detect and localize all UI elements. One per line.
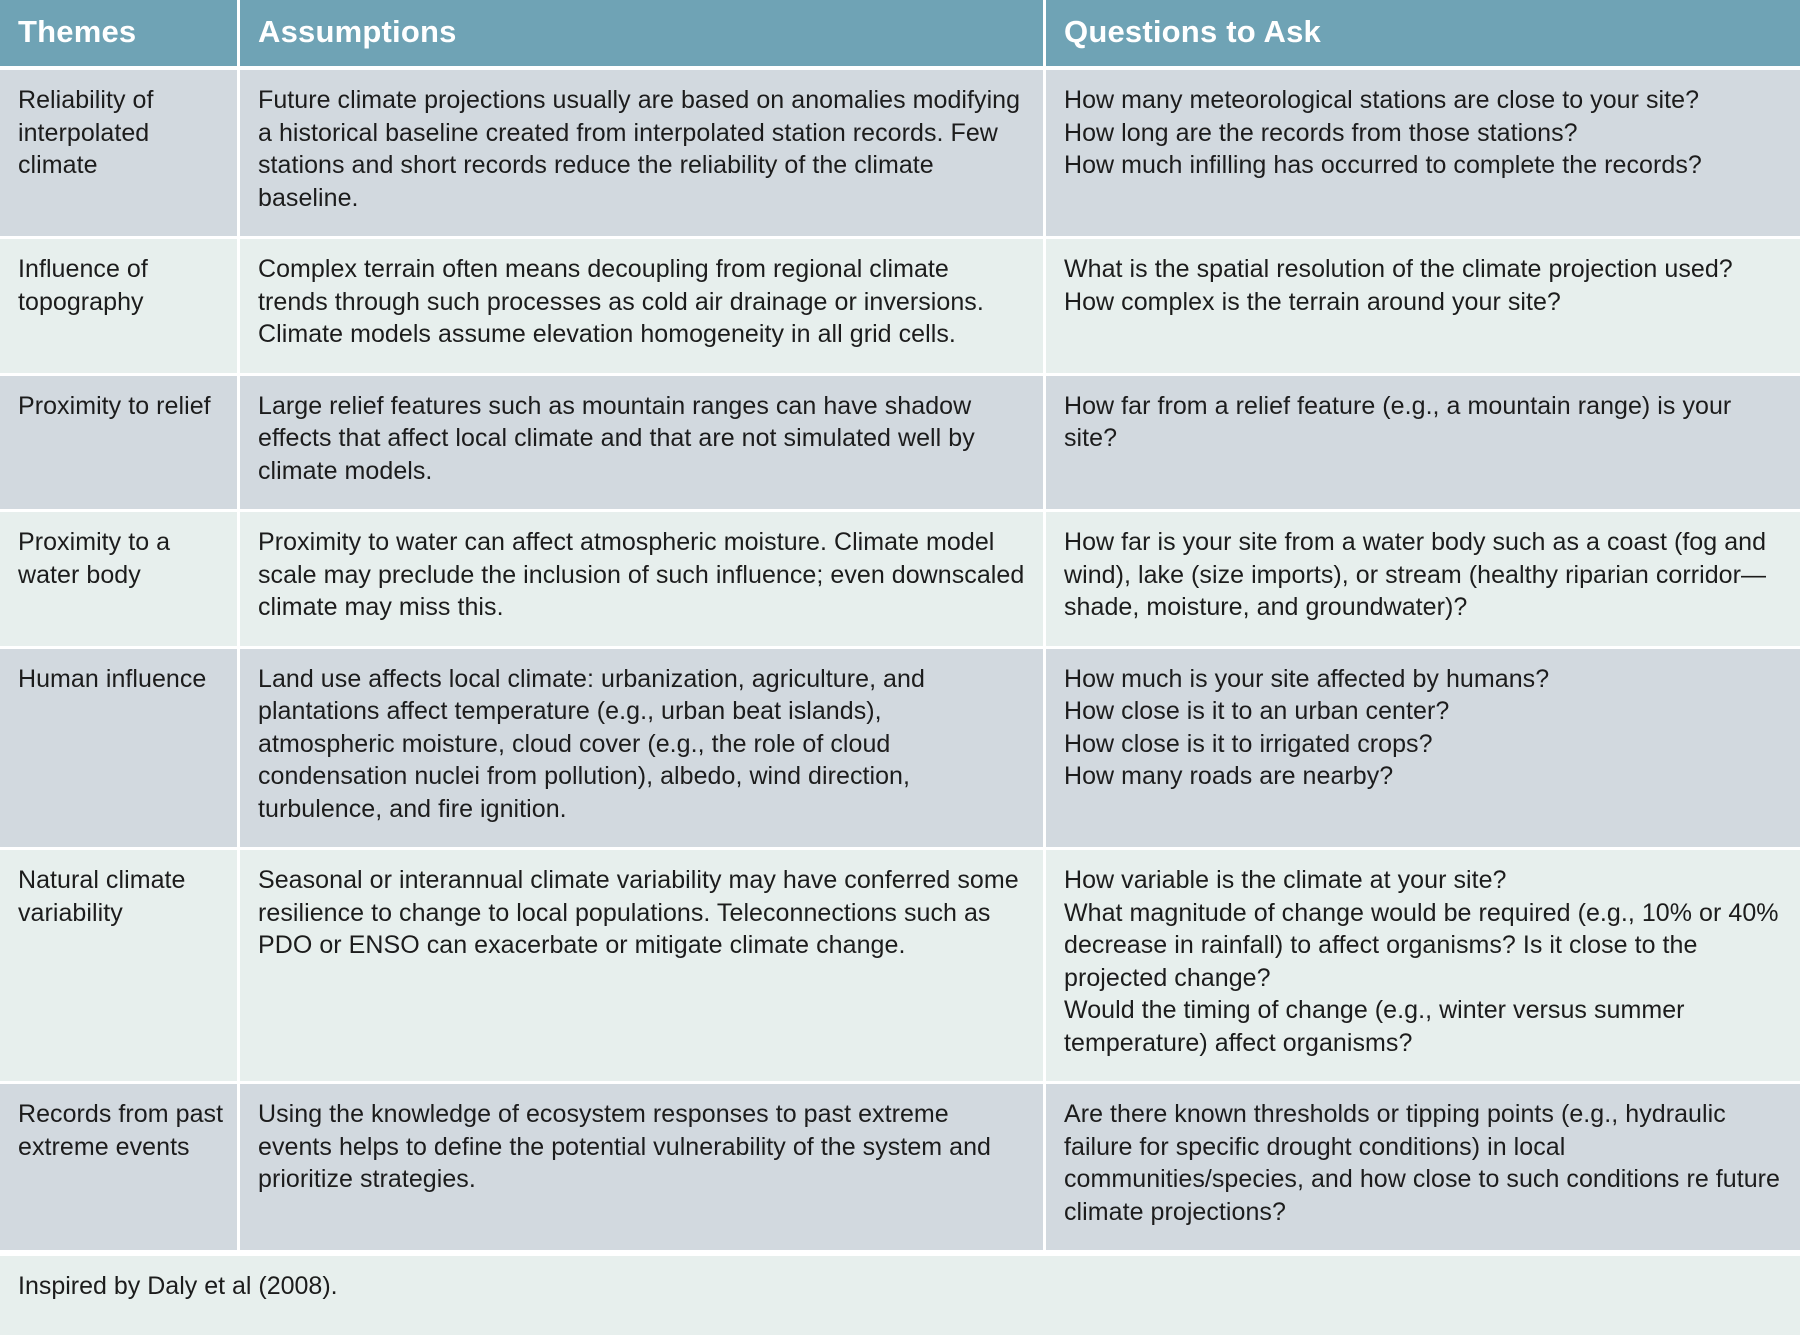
column-header-themes: Themes [0,0,240,70]
question-line: What is the spatial resolution of the climate projection used? How complex is the terrain around your site? [1064,255,1733,316]
question-line: How much is your site affected by humans? [1064,664,1550,693]
cell-theme: Proximity to relief [0,376,240,513]
question-line: How long are the records from those stations? [1064,118,1578,147]
question-line: How far from a relief feature (e.g., a mountain range) is your site? [1064,391,1732,452]
cell-theme: Natural climate variability [0,850,240,1084]
cell-assumption: Proximity to water can affect atmospheric moisture. Climate model scale may preclude the inclusion of such influence; even downscaled climate may miss this. [240,512,1046,649]
question-line: How close is it to irrigated crops? [1064,729,1433,758]
table-row [0,850,1800,1084]
table-row [0,512,1800,649]
cell-questions [1046,376,1800,513]
question-line: Are there known thresholds or tipping points (e.g., hydraulic failure for specific drought conditions) in local communities/species, and how close to such conditions re future climate projections? [1064,1100,1781,1226]
cell-assumption: Complex terrain often means decoupling from regional climate trends through such processes as cold air drainage or inversions. Climate models assume elevation homogeneity in all grid cells. [240,239,1046,376]
question-line: Would the timing of change (e.g., winter versus summer temperature) affect organisms? [1064,996,1685,1057]
column-header-questions: Questions to Ask [1046,0,1800,70]
cell-assumption: Using the knowledge of ecosystem responses to past extreme events helps to define the potential vulnerability of the system and prioritize strategies. [240,1084,1046,1253]
column-header-assumptions: Assumptions [240,0,1046,70]
question-line: How variable is the climate at your site? [1064,866,1507,894]
question-line: How far is your site from a water body such as a coast (fog and wind), lake (size imports), or stream (healthy riparian corridor—shade, moisture, and groundwater)? [1064,528,1767,621]
table-body [0,70,1800,1253]
cell-theme: Reliability of interpolated climate [0,70,240,239]
table-row [0,70,1800,239]
cell-questions [1046,1084,1800,1253]
question-line: How many roads are nearby? [1064,762,1394,790]
cell-assumption: Seasonal or interannual climate variability may have conferred some resilience to change to local populations. Teleconnections such as PDO or ENSO can exacerbate or mitigate climate change. [240,850,1046,1084]
cell-questions [1046,649,1800,851]
cell-questions [1046,850,1800,1084]
cell-theme: Proximity to a water body [0,512,240,649]
cell-assumption: Future climate projections usually are based on anomalies modifying a historical baseline created from interpolated station records. Few stations and short records reduce the reliability of the climate baseline. [240,70,1046,239]
question-line: How close is it to an urban center? [1064,697,1450,725]
footnote-row [0,1253,1800,1335]
cell-questions [1046,239,1800,376]
table-footer [0,1253,1800,1335]
table-row [0,649,1800,851]
question-line: How much infilling has occurred to complete the records? [1064,151,1702,179]
question-line: What magnitude of change would be required (e.g., 10% or 40% decrease in rainfall) to affect organisms? Is it close to the projected change? [1064,898,1779,992]
footnote-text: Inspired by Daly et al (2008). [0,1253,1800,1335]
cell-theme: Influence of topography [0,239,240,376]
question-line: How many meteorological stations are close to your site? [1064,86,1700,114]
cell-theme: Records from past extreme events [0,1084,240,1253]
table-row [0,1084,1800,1253]
table-row [0,376,1800,513]
table-header [0,0,1800,70]
cell-questions [1046,512,1800,649]
cell-assumption: Large relief features such as mountain ranges can have shadow effects that affect local climate and that are not simulated well by climate models. [240,376,1046,513]
cell-theme: Human influence [0,649,240,851]
cell-assumption: Land use affects local climate: urbanization, agriculture, and plantations affect temperature (e.g., urban beat islands), atmospheric moisture, cloud cover (e.g., the role of cloud condensation nuclei from pollution), albedo, wind direction, turbulence, and fire ignition. [240,649,1046,851]
header-row [0,0,1800,70]
cell-questions [1046,70,1800,239]
table-row [0,239,1800,376]
